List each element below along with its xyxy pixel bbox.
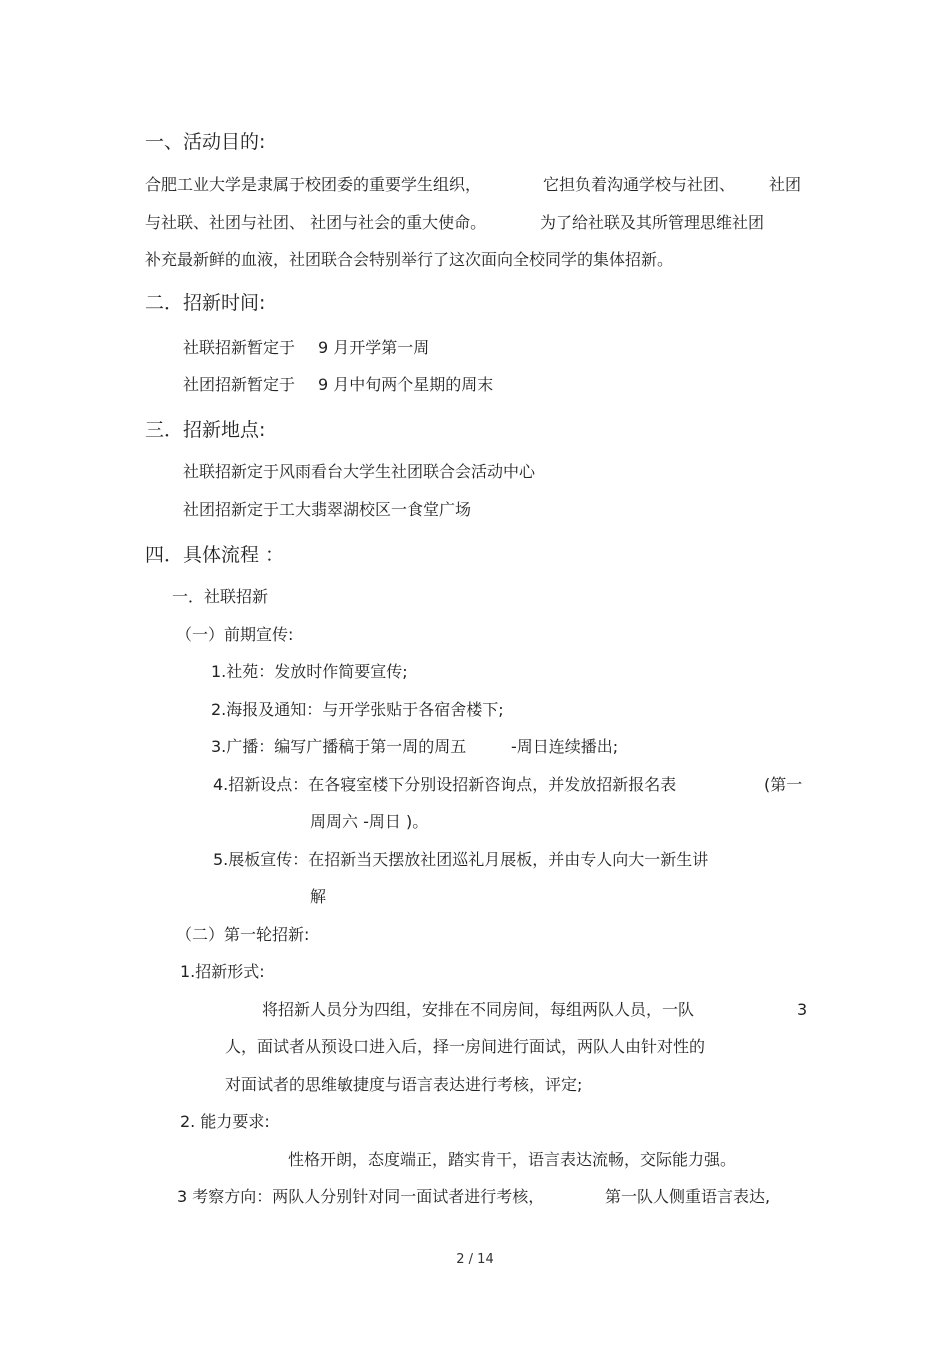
list-item-continuation: (第一: [764, 775, 803, 794]
paragraph-text: 与社联、社团与社团、 社团与社会的重大使命。: [145, 213, 487, 232]
list-item-continuation: 解: [310, 887, 327, 906]
paragraph-text: 人，面试者从预设口进入后，择一房间进行面试，两队人由针对性的: [225, 1037, 706, 1056]
paragraph-text: 为了给社联及其所管理思维社团: [540, 213, 765, 232]
paragraph-text: 合肥工业大学是隶属于校团委的重要学生组织，: [145, 175, 482, 194]
location-line: 社团招新定于工大翡翠湖校区一食堂广场: [183, 500, 472, 519]
paragraph-text: 性格开朗，态度端正，踏实肯干，语言表达流畅，交际能力强。: [288, 1150, 737, 1169]
location-line: 社联招新定于风雨看台大学生社团联合会活动中心: [183, 462, 536, 481]
section-heading-location: 三．招新地点:: [145, 419, 266, 441]
subsection-title: 一．社联招新: [172, 587, 269, 606]
paragraph-text: 社团: [769, 175, 802, 194]
item-title: 2. 能力要求:: [180, 1112, 270, 1131]
time-line-label: 社团招新暂定于: [183, 375, 296, 394]
list-item-continuation: -周日连续播出;: [511, 737, 619, 756]
paragraph-text: 将招新人员分为四组，安排在不同房间，每组两队人员，一队: [262, 1000, 695, 1019]
item-title: 1.招新形式:: [180, 962, 265, 981]
time-line-value: 9 月开学第一周: [318, 338, 430, 357]
time-line-label: 社联招新暂定于: [183, 338, 296, 357]
paragraph-text: 它担负着沟通学校与社团、: [543, 175, 736, 194]
list-item: 5.展板宣传：在招新当天摆放社团巡礼月展板，并由专人向大一新生讲: [213, 850, 709, 869]
paragraph-text: 补充最新鲜的血液，社团联合会特别举行了这次面向全校同学的集体招新。: [145, 250, 674, 269]
subsection-title: （一）前期宣传:: [176, 625, 294, 644]
list-item-continuation: 周周六 -周日 )。: [310, 812, 429, 831]
paragraph-text: 第一队人侧重语言表达,: [605, 1187, 771, 1206]
section-heading-purpose: 一、活动目的:: [145, 131, 266, 153]
paragraph-text: 3: [797, 1000, 808, 1019]
list-item: 1.社苑：发放时作简要宣传;: [211, 662, 408, 681]
time-line-value: 9 月中旬两个星期的周末: [318, 375, 494, 394]
paragraph-text: 对面试者的思维敏捷度与语言表达进行考核，评定;: [225, 1075, 583, 1094]
section-heading-time: 二．招新时间:: [145, 292, 266, 314]
paragraph-text: 3 考察方向：两队人分别针对同一面试者进行考核，: [177, 1187, 545, 1206]
list-item: 3.广播：编写广播稿于第一周的周五: [211, 737, 467, 756]
list-item: 2.海报及通知：与开学张贴于各宿舍楼下;: [211, 700, 504, 719]
list-item: 4.招新设点：在各寝室楼下分别设招新咨询点，并发放招新报名表: [213, 775, 677, 794]
page-number: 2 / 14: [456, 1252, 494, 1267]
section-heading-process: 四．具体流程 ：: [145, 544, 285, 566]
subsection-title: （二）第一轮招新:: [176, 925, 310, 944]
